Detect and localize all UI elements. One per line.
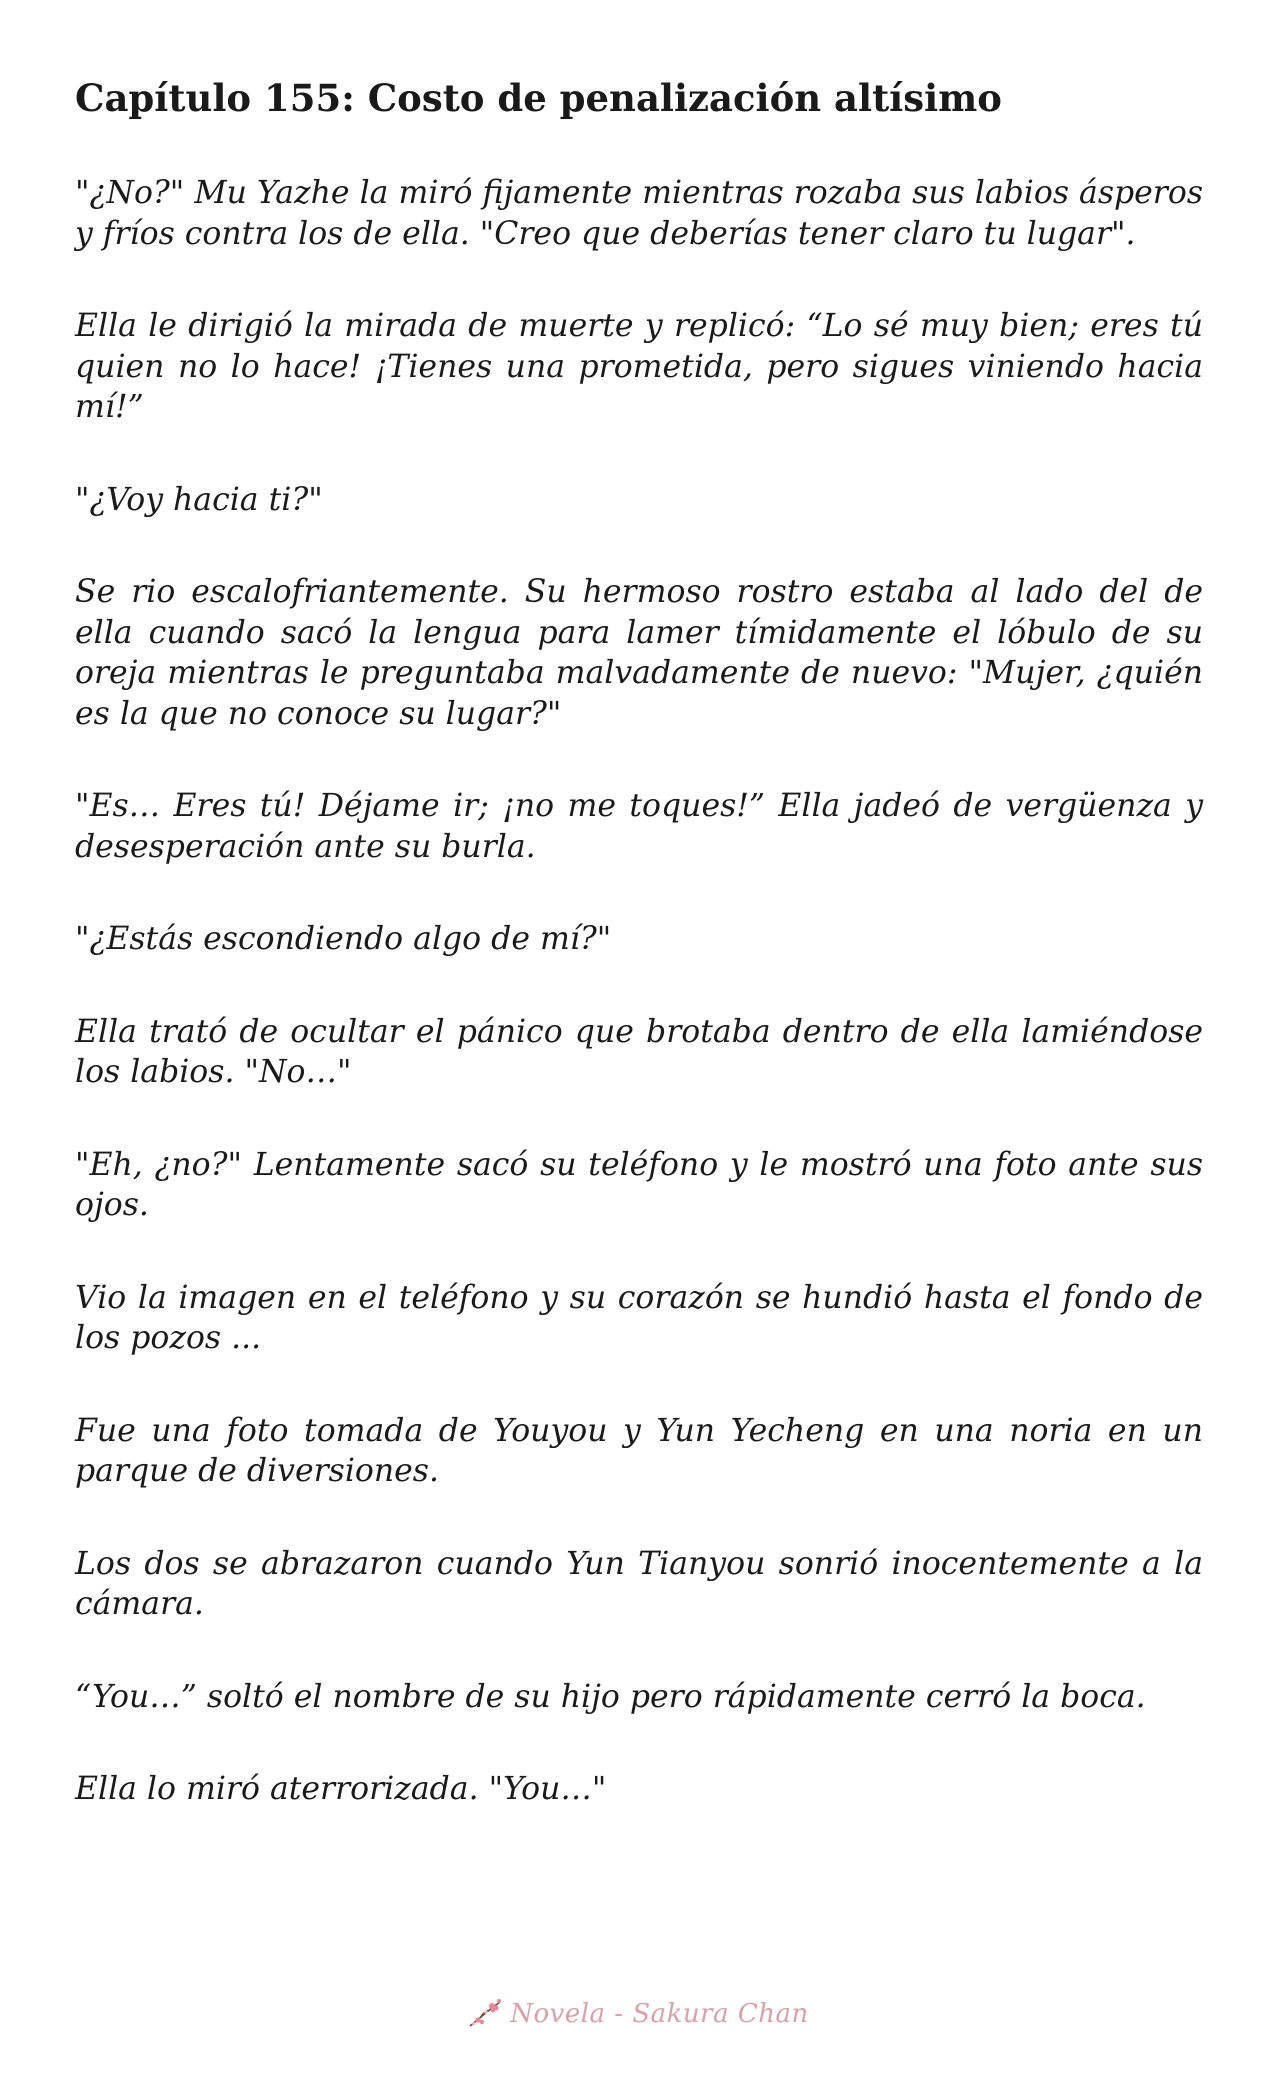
paragraph: Ella le dirigió la mirada de muerte y replicó: “Lo sé muy bien; eres tú quien no lo hace! ¡Tienes una prometida, pero sigues viniendo hacia mí!” (75, 308, 1203, 425)
watermark-text: Novela - Sakura Chan (510, 1999, 809, 2029)
paragraph: Ella trató de ocultar el pánico que brotaba dentro de ella lamiéndose los labios. "No…" (75, 1013, 1203, 1090)
paragraph: Los dos se abrazaron cuando Yun Tianyou sonrió inocentemente a la cámara. (75, 1545, 1203, 1622)
paragraph: "¿Estás escondiendo algo de mí?" (75, 921, 612, 957)
paragraph: Vio la imagen en el teléfono y su corazón se hundió hasta el fondo de los pozos ... (75, 1279, 1203, 1356)
watermark-footer (0, 1994, 1275, 2034)
chapter-title: Capítulo 155: Costo de penalización altísimo (75, 76, 1002, 120)
sakura-branch-icon (466, 1996, 506, 2032)
paragraph: Ella lo miró aterrorizada. "You…" (75, 1771, 607, 1807)
chapter-body (75, 173, 1203, 1862)
paragraph: “You…” soltó el nombre de su hijo pero rápidamente cerró la boca. (75, 1678, 1146, 1715)
paragraph: Se rio escalofriantemente. Su hermoso rostro estaba al lado del de ella cuando sacó la lengua para lamer tímidamente el lóbulo de su oreja mientras le preguntaba malvadamente de nuevo: "Mujer, ¿quién es la que no conoce su lugar?" (75, 574, 1203, 732)
paragraph: "¿No?" Mu Yazhe la miró fijamente mientras rozaba sus labios ásperos y fríos contra los de ella. "Creo que deberías tener claro tu lugar". (75, 175, 1203, 252)
paragraph: "¿Voy hacia ti?" (75, 481, 323, 518)
paragraph: "Eh, ¿no?" Lentamente sacó su teléfono y le mostró una foto ante sus ojos. (75, 1146, 1203, 1223)
paragraph: "Es… Eres tú! Déjame ir; ¡no me toques!” Ella jadeó de vergüenza y desesperación ante su burla. (75, 788, 1203, 865)
paragraph: Fue una foto tomada de Youyou y Yun Yecheng en una noria en un parque de diversiones. (75, 1412, 1203, 1489)
